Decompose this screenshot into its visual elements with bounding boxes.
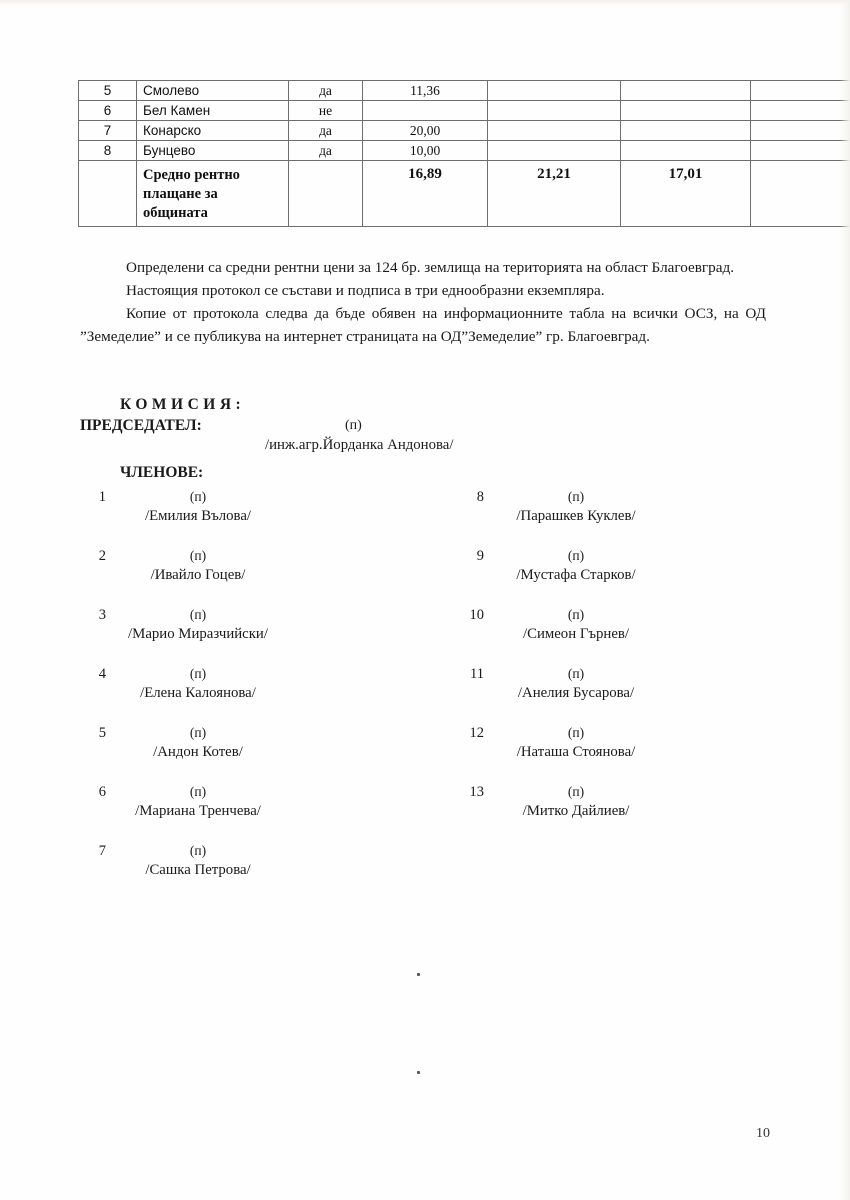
cell-value-1: 20,00: [363, 121, 488, 141]
member-signature: (п): [567, 548, 585, 563]
cell-value-2: [488, 81, 621, 101]
member-name: /Марио Миразчийски/: [128, 626, 268, 642]
table-row: [79, 141, 850, 161]
member-number: 9: [476, 548, 484, 564]
cell-contract: да: [289, 121, 363, 141]
member-name: /Наташа Стоянова/: [516, 744, 636, 760]
cell-land-name: Бунцево: [137, 141, 289, 161]
member-number: 5: [98, 725, 106, 741]
member-entry: [78, 725, 458, 784]
chairman-name: /инж.агр.Йорданка Андонова/: [265, 437, 454, 453]
member-name: /Парашкев Куклев/: [516, 508, 636, 524]
cell-value-3: [621, 81, 751, 101]
member-entry: [456, 489, 836, 548]
member-entry: [456, 666, 836, 725]
member-entry: [456, 548, 836, 607]
member-number: 1: [98, 489, 106, 505]
member-number: 11: [470, 666, 484, 682]
member-signature: (п): [189, 843, 207, 858]
members-label: ЧЛЕНОВЕ:: [120, 464, 204, 481]
cell-row-number: 8: [79, 141, 137, 161]
member-name: /Сашка Петрова/: [145, 862, 251, 878]
paragraph-protocol-copies: Настоящия протокол се състави и подписа в три еднообразни екземпляра.: [126, 282, 605, 300]
page-number: 10: [756, 1126, 770, 1141]
scan-speck: [417, 1071, 420, 1074]
member-number: 10: [469, 607, 484, 623]
table-summary-row: [79, 161, 850, 227]
member-name: /Елена Калоянова/: [140, 685, 256, 701]
member-name: /Ивайло Гоцев/: [150, 567, 246, 583]
body-text-block: [80, 256, 766, 348]
commission-title: КОМИСИЯ:: [120, 396, 246, 413]
cell-value-2: [488, 141, 621, 161]
cell-value-1: 11,36: [363, 81, 488, 101]
cell-value-4: [751, 101, 850, 121]
member-signature: (п): [567, 607, 585, 622]
cell-contract: да: [289, 81, 363, 101]
cell-contract: да: [289, 141, 363, 161]
member-signature: (п): [567, 666, 585, 681]
member-signature: (п): [189, 784, 207, 799]
chairman-row: [80, 417, 766, 436]
member-number: 4: [98, 666, 106, 682]
member-number: 3: [98, 607, 106, 623]
chairman-signature-mark: (п): [345, 418, 362, 433]
scan-speck: [417, 973, 420, 976]
member-signature: (п): [189, 548, 207, 563]
members-column-right: [456, 489, 836, 843]
member-number: 6: [98, 784, 106, 800]
member-name: /Андон Котев/: [153, 744, 243, 760]
members-list: [0, 489, 850, 909]
member-signature: (п): [567, 725, 585, 740]
cell-row-number: 5: [79, 81, 137, 101]
member-signature: (п): [189, 725, 207, 740]
cell-value-4: [751, 121, 850, 141]
cell-summary-value-2: 21,21: [488, 161, 621, 227]
member-entry: [78, 607, 458, 666]
cell-value-4: [751, 141, 850, 161]
rent-price-table-wrapper: [78, 80, 790, 227]
cell-value-3: [621, 101, 751, 121]
table-row: [79, 101, 850, 121]
cell-summary-label: Средно рентно плащане за общината: [137, 161, 289, 227]
member-number: 13: [469, 784, 484, 800]
cell-value-1: 10,00: [363, 141, 488, 161]
cell-summary-value-4: [751, 161, 850, 227]
commission-block: [80, 396, 766, 482]
table-row: [79, 81, 850, 101]
member-signature: (п): [189, 489, 207, 504]
cell-contract: [289, 161, 363, 227]
member-signature: (п): [567, 784, 585, 799]
cell-value-3: [621, 121, 751, 141]
cell-row-number: [79, 161, 137, 227]
rent-price-table: [78, 80, 850, 227]
member-name: /Симеон Гърнев/: [522, 626, 630, 642]
member-entry: [78, 666, 458, 725]
member-name: /Анелия Бусарова/: [517, 685, 635, 701]
cell-land-name: Бел Камен: [137, 101, 289, 121]
cell-land-name: Конарско: [137, 121, 289, 141]
member-entry: [456, 725, 836, 784]
member-entry: [456, 784, 836, 843]
cell-row-number: 6: [79, 101, 137, 121]
member-entry: [456, 607, 836, 666]
table-body: [79, 81, 850, 227]
member-signature: (п): [189, 607, 207, 622]
cell-value-3: [621, 141, 751, 161]
cell-row-number: 7: [79, 121, 137, 141]
members-column-left: [78, 489, 458, 902]
cell-value-4: [751, 81, 850, 101]
cell-summary-value-3: 17,01: [621, 161, 751, 227]
member-number: 2: [98, 548, 106, 564]
member-name: /Мариана Тренчева/: [135, 803, 261, 819]
chairman-label: ПРЕДСЕДАТЕЛ:: [80, 417, 202, 434]
cell-value-2: [488, 121, 621, 141]
cell-value-1: [363, 101, 488, 121]
member-name: /Мустафа Старков/: [516, 567, 636, 583]
cell-value-2: [488, 101, 621, 121]
member-signature: (п): [189, 666, 207, 681]
cell-contract: не: [289, 101, 363, 121]
member-entry: [78, 784, 458, 843]
member-number: 8: [476, 489, 484, 505]
member-name: /Митко Дайлиев/: [522, 803, 630, 819]
member-name: /Емилия Вълова/: [144, 508, 251, 524]
member-number: 7: [98, 843, 106, 859]
paragraph-determined-prices: Определени са средни рентни цени за 124 бр. землища на територията на област Благоевград.: [126, 259, 735, 276]
member-entry: [78, 843, 458, 902]
member-signature: (п): [567, 489, 585, 504]
member-number: 12: [469, 725, 484, 741]
table-row: [79, 121, 850, 141]
cell-summary-value-1: 16,89: [363, 161, 488, 227]
cell-land-name: Смолево: [137, 81, 289, 101]
member-entry: [78, 489, 458, 548]
paragraph-publication: Копие от протокола следва да бъде обявен на информационните табла на всички ОСЗ, на ОД ”Земеделие” и се публикува на интернет страницата на ОД”Земеделие” гр. Благоевград.: [80, 305, 766, 346]
member-entry: [78, 548, 458, 607]
